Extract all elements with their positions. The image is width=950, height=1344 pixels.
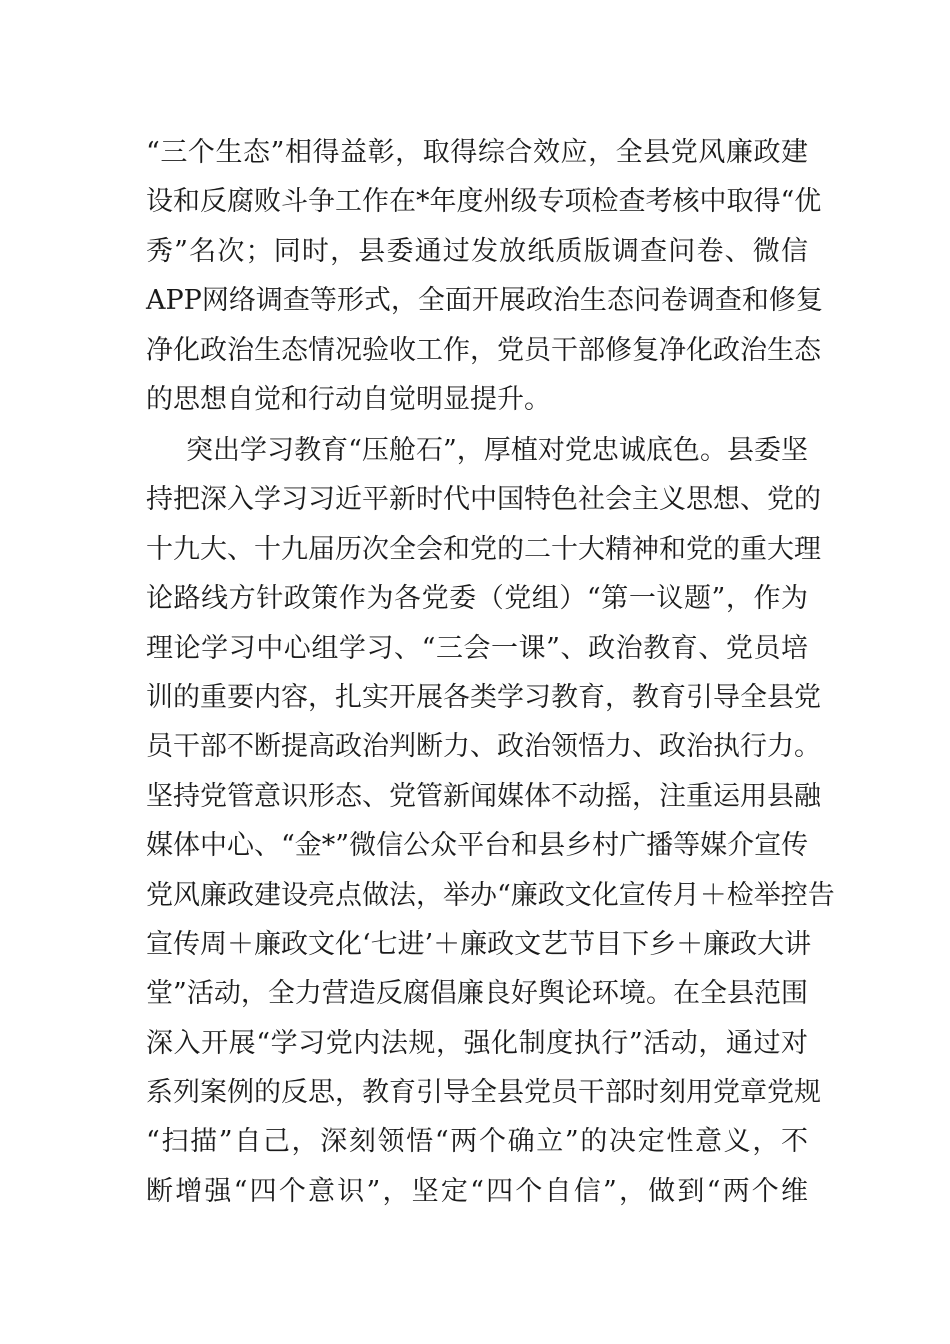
text-line: 媒体中心、“金*”微信公众平台和县乡村广播等媒介宣传 bbox=[146, 830, 809, 862]
text-line: 十九大、十九届历次全会和党的二十大精神和党的重大理 bbox=[146, 533, 821, 565]
text-line: 断增强“四个意识”，坚定“四个自信”，做到“两个维 bbox=[146, 1175, 808, 1207]
text-line: 坚持党管意识形态、党管新闻媒体不动摇，注重运用县融 bbox=[146, 780, 821, 812]
paragraph-political-ecology bbox=[146, 128, 823, 424]
text-line: 宣传周＋廉政文化‘七进’＋廉政文艺节目下乡＋廉政大讲 bbox=[146, 928, 812, 960]
text-line: 系列案例的反思，教育引导全县党员干部时刻用党章党规 bbox=[146, 1077, 821, 1109]
text-line: 的思想自觉和行动自觉明显提升。 bbox=[146, 383, 551, 415]
text-line: 持把深入学习习近平新时代中国特色社会主义思想、党的 bbox=[146, 484, 821, 516]
text-line: “三个生态”相得益彰，取得综合效应，全县党风廉政建 bbox=[146, 137, 808, 168]
paragraph-study-education bbox=[146, 426, 835, 1216]
text-line: 论路线方针政策作为各党委（党组）“第一议题”，作为 bbox=[146, 583, 808, 615]
text-line: 秀”名次；同时，县委通过发放纸质版调查问卷、微信 bbox=[146, 235, 808, 267]
text-line: 设和反腐败斗争工作在*年度州级专项检查考核中取得“优 bbox=[146, 186, 822, 218]
text-line: “扫描”自己，深刻领悟“两个确立”的决定性意义，不 bbox=[146, 1126, 808, 1158]
text-line: 党风廉政建设亮点做法，举办“廉政文化宣传月＋检举控告 bbox=[146, 879, 835, 911]
text-line: 突出学习教育“压舱石”，厚植对党忠诚底色。县委坚 bbox=[186, 435, 808, 466]
text-line: APP网络调查等形式，全面开展政治生态问卷调查和修复 bbox=[146, 285, 823, 317]
text-line: 净化政治生态情况验收工作，党员干部修复净化政治生态 bbox=[146, 334, 821, 366]
text-line: 员干部不断提高政治判断力、政治领悟力、政治执行力。 bbox=[146, 731, 821, 763]
text-line: 训的重要内容，扎实开展各类学习教育，教育引导全县党 bbox=[146, 681, 821, 713]
text-line: 理论学习中心组学习、“三会一课”、政治教育、党员培 bbox=[146, 632, 808, 664]
text-line: 深入开展“学习党内法规，强化制度执行”活动，通过对 bbox=[146, 1027, 808, 1059]
text-line: 堂”活动，全力营造反腐倡廉良好舆论环境。在全县范围 bbox=[146, 978, 808, 1010]
